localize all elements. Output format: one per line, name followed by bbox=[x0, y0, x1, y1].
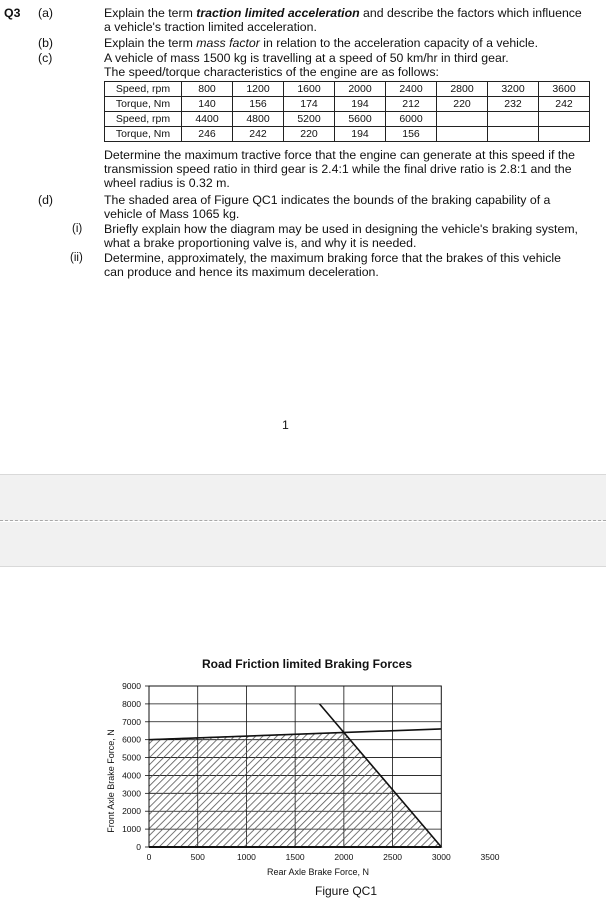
y-tick-label: 3000 bbox=[122, 788, 141, 799]
shaded-braking-region bbox=[149, 733, 441, 847]
part-c-text: A vehicle of mass 1500 kg is travelling at a speed of 50 km/hr in third gear. The speed/torque characteristics of the engine are as follows: bbox=[104, 51, 509, 79]
part-d-label: (d) bbox=[38, 193, 54, 207]
figure-caption: Figure QC1 bbox=[314, 884, 378, 898]
page-break-dashed-line bbox=[0, 520, 606, 521]
y-tick-label: 0 bbox=[136, 842, 141, 852]
part-d-ii-label: (ii) bbox=[70, 252, 83, 264]
page-break-top bbox=[0, 474, 606, 521]
speed-torque-table bbox=[104, 81, 590, 142]
x-tick-label: 3500 bbox=[480, 852, 500, 862]
part-d-text: The shaded area of Figure QC1 indicates the bounds of the braking capability of a vehicle of Mass 1065 kg. bbox=[104, 193, 551, 221]
table-row: Torque, Nm 140 156 174 194 212 220 232 242 bbox=[105, 97, 590, 112]
figure-page bbox=[0, 567, 606, 904]
x-tick-label: 1000 bbox=[236, 852, 256, 862]
x-tick-label: 3000 bbox=[431, 852, 451, 862]
term-traction-limited: traction limited acceleration bbox=[196, 6, 360, 20]
x-tick-label: 0 bbox=[146, 852, 152, 862]
part-a-label: (a) bbox=[38, 6, 54, 20]
x-tick-label: 2500 bbox=[383, 852, 403, 862]
x-tick-label: 1500 bbox=[285, 852, 305, 862]
x-tick-label: 2000 bbox=[334, 852, 354, 862]
x-tick-label: 500 bbox=[190, 852, 205, 862]
braking-chart bbox=[0, 567, 606, 904]
table-row: Speed, rpm 4400 4800 5200 5600 6000 bbox=[105, 112, 590, 127]
part-c-label: (c) bbox=[38, 51, 53, 65]
y-tick-label: 6000 bbox=[122, 734, 141, 745]
chart-title: Road Friction limited Braking Forces bbox=[201, 657, 413, 671]
part-d-i-label: (i) bbox=[72, 223, 83, 235]
x-axis-label: Rear Axle Brake Force, N bbox=[266, 867, 370, 877]
y-tick-label: 1000 bbox=[122, 824, 141, 835]
page-number: 1 bbox=[282, 418, 289, 432]
table-row: Torque, Nm 246 242 220 194 156 bbox=[105, 127, 590, 142]
y-axis-label: Front Axle Brake Force, N bbox=[106, 729, 116, 833]
y-tick-label: 9000 bbox=[122, 681, 141, 691]
part-d-i-text: Briefly explain how the diagram may be used in designing the vehicle's braking system, what a brake proportioning valve is, and why it is needed. bbox=[104, 222, 578, 250]
part-b-label: (b) bbox=[38, 36, 54, 50]
table-row: Speed, rpm 800 1200 1600 2000 2400 2800 3200 3600 bbox=[105, 82, 590, 97]
y-tick-label: 2000 bbox=[122, 806, 141, 817]
part-c-followup: Determine the maximum tractive force that the engine can generate at this speed if the transmission speed ratio in third gear is 2.4:1 while the final drive ratio is 2.8:1 and the wheel radius is 0.32 m. bbox=[104, 148, 575, 190]
part-b-text: Explain the term mass factor in relation to the acceleration capacity of a vehicle. bbox=[104, 36, 539, 50]
part-d-ii-text: Determine, approximately, the maximum braking force that the brakes of this vehicle can produce and hence its maximum deceleration. bbox=[104, 251, 562, 279]
question-number: Q3 bbox=[4, 6, 21, 20]
y-tick-label: 4000 bbox=[122, 770, 141, 781]
y-axis-ticks bbox=[122, 681, 149, 852]
y-tick-label: 8000 bbox=[122, 698, 141, 709]
page-break-bottom bbox=[0, 522, 606, 567]
part-a-text: Explain the term traction limited acceleration and describe the factors which influence a vehicle's traction limited acceleration. bbox=[104, 6, 582, 34]
term-mass-factor: mass factor bbox=[196, 36, 260, 50]
y-tick-label: 5000 bbox=[122, 752, 141, 763]
y-tick-label: 7000 bbox=[122, 716, 141, 727]
x-axis-ticks bbox=[147, 852, 500, 862]
